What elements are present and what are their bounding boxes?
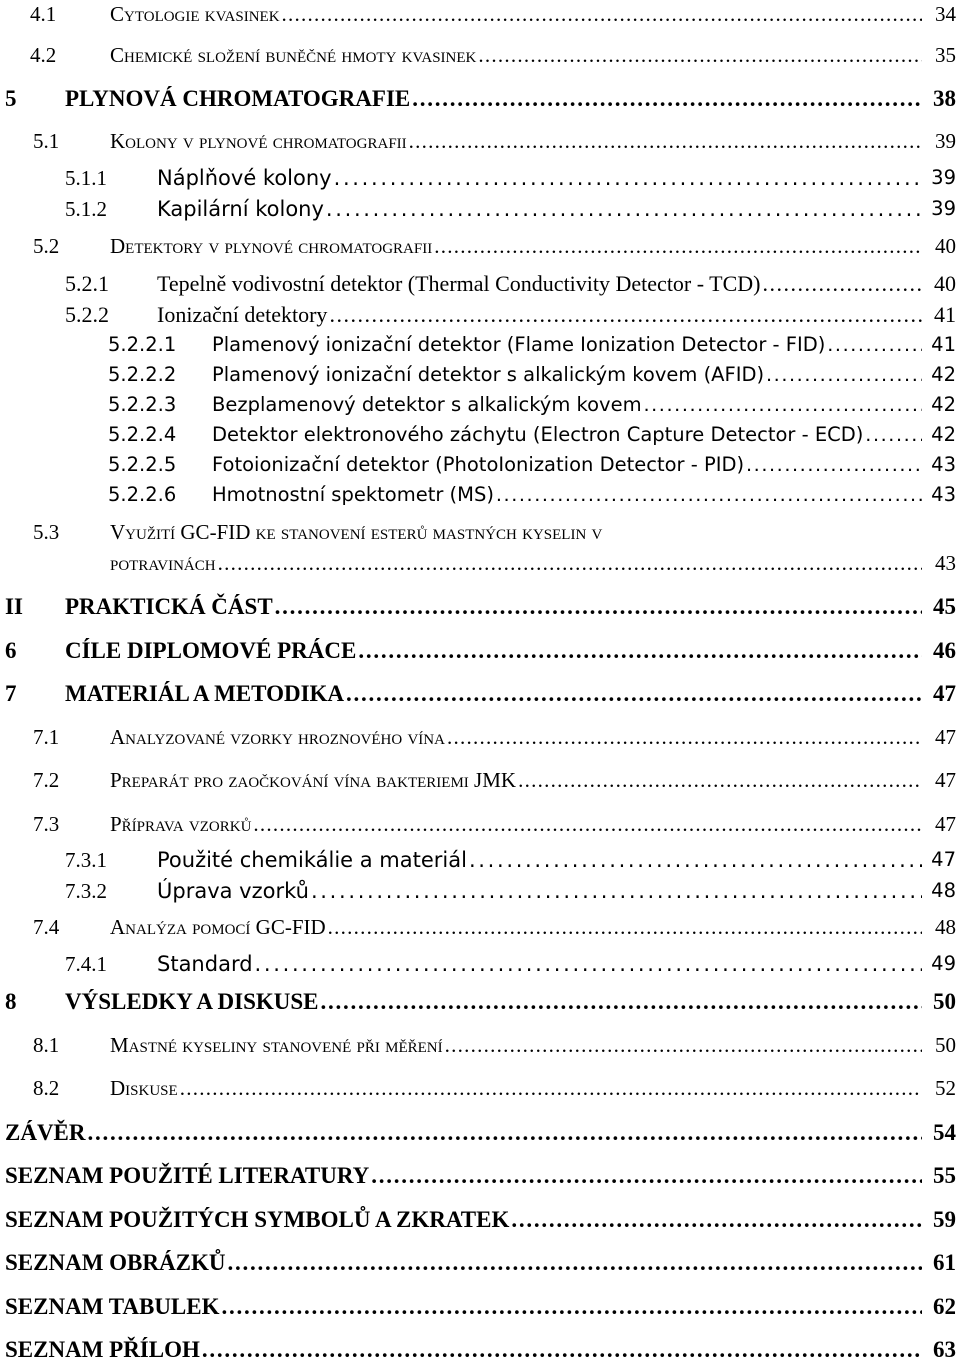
toc-entry-title: Analyzované vzorky hroznového vína [110, 725, 445, 749]
toc-entry-number: 5.3 [33, 520, 60, 544]
toc-entry-page-number: 43 [931, 453, 956, 476]
toc-entry-page-number: 52 [935, 1076, 956, 1100]
toc-entry-number: 5.2 [33, 234, 60, 258]
toc-entry-page-number: 42 [931, 363, 956, 386]
toc-entry-number: 8.2 [33, 1076, 60, 1100]
toc-entry-number: 7.2 [33, 768, 60, 792]
toc-entry-page-number: 50 [935, 1033, 956, 1057]
toc-entry-number: 5.2.2 [65, 302, 109, 327]
dot-leader [746, 453, 922, 477]
toc-entry-title: Fotoionizační detektor (PhotoIonization Detector - PID) [212, 453, 745, 476]
toc-entry-title: ZÁVĚR [5, 1120, 86, 1145]
toc-entry-page-number: 59 [933, 1207, 956, 1232]
toc-entry-title: Analýza pomocí GC-FID [110, 915, 326, 939]
dot-leader [222, 1294, 922, 1320]
toc-entry[interactable] [0, 638, 958, 668]
toc-entry-page-number: 39 [935, 129, 956, 153]
toc-entry-title: SEZNAM PŘÍLOH [5, 1337, 200, 1362]
toc-entry-number: 4.2 [30, 43, 57, 67]
dot-leader [329, 302, 922, 328]
toc-entry-page-number: 47 [931, 848, 956, 871]
toc-entry-page-number: 50 [933, 989, 956, 1014]
toc-entry-number: 7.4 [33, 915, 60, 939]
toc-entry-page-number: 54 [933, 1120, 956, 1145]
toc-entry-page-number: 63 [933, 1337, 956, 1362]
toc-entry-number: 7.3 [33, 812, 60, 836]
toc-entry-number: 5.2.2.2 [108, 363, 177, 386]
toc-entry[interactable] [0, 271, 958, 301]
toc-entry[interactable] [0, 197, 958, 227]
toc-entry-title: MATERIÁL A METODIKA [65, 681, 345, 706]
toc-entry-number: 5.1 [33, 129, 60, 153]
dot-leader [763, 271, 922, 297]
toc-entry-page-number: 42 [931, 393, 956, 416]
toc-entry-title: Diskuse [110, 1076, 178, 1100]
toc-entry-page-number: 43 [935, 551, 956, 575]
toc-entry-number: 5.2.1 [65, 271, 109, 296]
toc-entry[interactable] [0, 952, 958, 982]
toc-entry[interactable] [0, 551, 958, 581]
toc-entry-number: 5.2.2.1 [108, 333, 177, 356]
toc-entry-number: 7.3.2 [65, 879, 107, 903]
toc-entry-title: Cytologie kvasinek [110, 2, 280, 26]
toc-entry[interactable] [0, 1076, 958, 1106]
toc-entry[interactable] [0, 1120, 958, 1150]
toc-entry-page-number: 45 [933, 594, 956, 619]
toc-entry[interactable] [0, 768, 958, 798]
toc-entry-title: Hmotnostní spektometr (MS) [212, 483, 494, 506]
toc-entry-title: potravinách [110, 551, 216, 575]
dot-leader [218, 551, 922, 576]
toc-entry-number: 6 [5, 638, 17, 663]
toc-entry-title: Tepelně vodivostní detektor (Thermal Conductivity Detector - TCD) [157, 271, 761, 296]
dot-leader [255, 952, 922, 976]
toc-entry-page-number: 40 [935, 234, 956, 258]
dot-leader [644, 393, 922, 417]
toc-entry-number: 7.4.1 [65, 952, 107, 976]
dot-leader [358, 638, 922, 664]
toc-entry-title: Náplňové kolony [157, 166, 332, 190]
toc-entry-page-number: 34 [935, 2, 956, 26]
toc-entry[interactable] [0, 989, 958, 1019]
toc-entry-title: Preparát pro zaočkování vína bakteriemi JMK [110, 768, 517, 792]
toc-entry-number: 8.1 [33, 1033, 60, 1057]
dot-leader [371, 1163, 922, 1189]
toc-entry[interactable] [0, 725, 958, 755]
toc-entry-title: PRAKTICKÁ ČÁST [65, 594, 273, 619]
toc-entry[interactable] [0, 1207, 958, 1237]
toc-entry[interactable] [0, 681, 958, 711]
toc-entry-page-number: 41 [934, 302, 956, 327]
toc-entry-page-number: 48 [935, 915, 956, 939]
dot-leader [88, 1120, 922, 1146]
dot-leader [321, 989, 922, 1015]
toc-entry-title: Plamenový ionizační detektor s alkalickým kovem (AFID) [212, 363, 765, 386]
toc-entry[interactable] [0, 2, 958, 32]
toc-entry-number: II [5, 594, 23, 619]
toc-entry-title: Kolony v plynové chromatografii [110, 129, 407, 153]
toc-entry-page-number: 47 [935, 725, 956, 749]
toc-entry[interactable] [0, 1163, 958, 1193]
toc-entry-number: 7.1 [33, 725, 60, 749]
toc-entry[interactable] [0, 594, 958, 624]
toc-entry[interactable] [0, 302, 958, 332]
toc-entry-title: Plamenový ionizační detektor (Flame Ionization Detector - FID) [212, 333, 826, 356]
toc-entry[interactable] [0, 166, 958, 196]
toc-entry[interactable] [0, 363, 958, 393]
toc-entry-number: 5.1.2 [65, 197, 107, 221]
toc-entry-page-number: 43 [931, 483, 956, 506]
toc-entry-title: Detektory v plynové chromatografii [110, 234, 433, 258]
toc-entry-page-number: 42 [931, 423, 956, 446]
toc-entry-page-number: 48 [931, 879, 956, 902]
dot-leader [334, 166, 922, 190]
toc-entry-title: Příprava vzorků [110, 812, 252, 836]
dot-leader [202, 1337, 922, 1363]
toc-entry-number: 5.2.2.3 [108, 393, 177, 416]
toc-entry-page-number: 41 [931, 333, 956, 356]
toc-entry-page-number: 39 [931, 197, 956, 220]
toc-entry-title: Bezplamenový detektor s alkalickým kovem [212, 393, 642, 416]
dot-leader [275, 594, 922, 620]
toc-entry[interactable] [0, 423, 958, 453]
dot-leader [326, 197, 922, 221]
toc-entry-title: Ionizační detektory [157, 302, 328, 327]
toc-entry-title: Chemické složení buněčné hmoty kvasinek [110, 43, 477, 67]
dot-leader [518, 768, 922, 793]
toc-entry-page-number: 47 [935, 768, 956, 792]
toc-entry-page-number: 61 [933, 1250, 956, 1275]
toc-entry-page-number: 39 [931, 166, 956, 189]
toc-entry[interactable] [0, 915, 958, 945]
toc-entry-title: SEZNAM TABULEK [5, 1294, 220, 1319]
toc-entry-title: VÝSLEDKY A DISKUSE [65, 989, 319, 1014]
toc-entry-number: 5.2.2.5 [108, 453, 177, 476]
toc-entry[interactable] [0, 1294, 958, 1324]
toc-entry-page-number: 35 [935, 43, 956, 67]
toc-entry[interactable] [0, 520, 958, 550]
toc-entry[interactable] [0, 848, 958, 878]
toc-entry-title: SEZNAM OBRÁZKŮ [5, 1250, 226, 1275]
dot-leader [478, 43, 922, 68]
toc-entry[interactable] [0, 129, 958, 159]
toc-entry[interactable] [0, 43, 958, 73]
toc-entry-title: SEZNAM POUŽITÝCH SYMBOLŮ A ZKRATEK [5, 1207, 510, 1232]
dot-leader [511, 1207, 922, 1233]
toc-entry[interactable] [0, 393, 958, 423]
toc-entry-number: 5.2.2.4 [108, 423, 177, 446]
dot-leader [827, 333, 922, 357]
toc-entry-title: PLYNOVÁ CHROMATOGRAFIE [65, 86, 411, 111]
dot-leader [328, 915, 922, 940]
toc-entry[interactable] [0, 333, 958, 363]
dot-leader [253, 812, 922, 837]
toc-entry-number: 7.3.1 [65, 848, 107, 872]
toc-entry-title: SEZNAM POUŽITÉ LITERATURY [5, 1163, 370, 1188]
toc-entry-page-number: 62 [933, 1294, 956, 1319]
toc-entry-number: 5 [5, 86, 17, 111]
dot-leader [434, 234, 922, 259]
toc-entry-title: Detektor elektronového záchytu (Electron Capture Detector - ECD) [212, 423, 864, 446]
toc-entry[interactable] [0, 86, 958, 116]
toc-entry-title: Využití GC-FID ke stanovení esterů mastných kyselin v [110, 520, 603, 544]
dot-leader [282, 2, 922, 27]
dot-leader [496, 483, 922, 507]
dot-leader [766, 363, 922, 387]
toc-entry-title: CÍLE DIPLOMOVÉ PRÁCE [65, 638, 357, 663]
toc-entry[interactable] [0, 1033, 958, 1063]
toc-entry-page-number: 47 [935, 812, 956, 836]
toc-entry-title: Mastné kyseliny stanovené při měření [110, 1033, 443, 1057]
toc-entry-page-number: 49 [931, 952, 956, 975]
toc-entry[interactable] [0, 1337, 958, 1367]
toc-entry-number: 8 [5, 989, 17, 1014]
toc-entry-title: Kapilární kolony [157, 197, 324, 221]
toc-entry[interactable] [0, 483, 958, 513]
dot-leader [445, 1033, 922, 1058]
dot-leader [865, 423, 922, 447]
toc-entry-page-number: 40 [934, 271, 956, 296]
toc-entry-number: 5.2.2.6 [108, 483, 177, 506]
dot-leader [412, 86, 922, 112]
toc-entry[interactable] [0, 812, 958, 842]
toc-entry[interactable] [0, 234, 958, 264]
dot-leader [227, 1250, 922, 1276]
dot-leader [469, 848, 922, 872]
dot-leader [346, 681, 922, 707]
toc-entry-page-number: 55 [933, 1163, 956, 1188]
toc-entry-page-number: 38 [933, 86, 956, 111]
toc-entry-number: 7 [5, 681, 17, 706]
dot-leader [311, 879, 922, 903]
toc-entry-title: Standard [157, 952, 253, 976]
toc-entry-title: Úprava vzorků [157, 879, 309, 903]
toc-entry-page-number: 47 [933, 681, 956, 706]
dot-leader [409, 129, 922, 154]
dot-leader [180, 1076, 922, 1101]
dot-leader [447, 725, 922, 750]
toc-entry[interactable] [0, 879, 958, 909]
toc-entry-number: 4.1 [30, 2, 57, 26]
toc-entry-number: 5.1.1 [65, 166, 107, 190]
toc-entry-page-number: 46 [933, 638, 956, 663]
toc-entry[interactable] [0, 1250, 958, 1280]
toc-entry[interactable] [0, 453, 958, 483]
toc-entry-title: Použité chemikálie a materiál [157, 848, 467, 872]
